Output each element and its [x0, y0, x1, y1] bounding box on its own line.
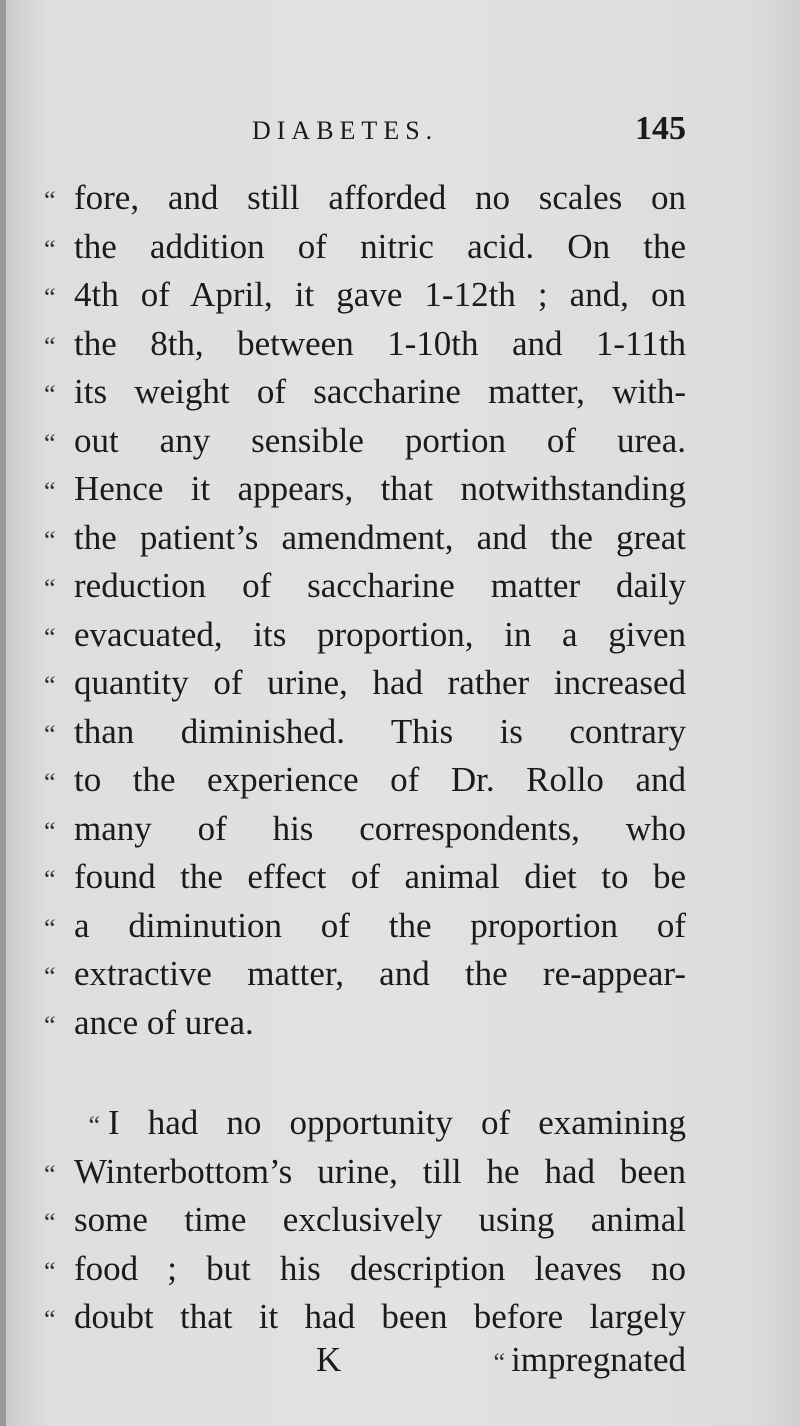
line-text: many of his correspondents, who [74, 808, 686, 848]
line-text: found the effect of animal diet to be [74, 857, 686, 896]
quote-mark: “ [44, 331, 56, 361]
quote-mark: “ [44, 574, 56, 603]
quote-mark: “ [44, 962, 56, 991]
quote-mark: “ [44, 816, 56, 846]
line-text: ance of urea. [74, 1002, 254, 1042]
text-line [44, 1196, 686, 1245]
text-line [44, 659, 686, 708]
quote-mark: “ [44, 1159, 56, 1189]
text-line [44, 562, 686, 611]
text-line [44, 271, 686, 320]
quote-mark: “ [44, 865, 56, 894]
text-line [44, 1099, 686, 1148]
line-text: reduction of saccharine matter daily [74, 566, 686, 605]
quote-mark: “ [44, 525, 56, 555]
quote-mark: “ [44, 1010, 56, 1040]
page-number: 145 [635, 110, 686, 147]
text-line [44, 465, 686, 514]
line-text: extractive matter, and the re-appear- [74, 954, 686, 993]
paragraph-1 [44, 174, 686, 1047]
line-text: the patient’s amendment, and the great [74, 517, 686, 557]
text-line [44, 368, 686, 417]
text-line [44, 950, 686, 999]
quote-mark: “ [44, 1256, 56, 1286]
paragraph-2 [44, 1099, 686, 1342]
text-line [44, 223, 686, 272]
line-text: fore, and still afforded no scales on [74, 178, 686, 217]
quote-mark: “ [44, 1305, 56, 1334]
line-text: the 8th, between 1-10th and 1-11th [74, 323, 686, 363]
line-text: quantity of urine, had rather increased [74, 663, 686, 702]
catchword [494, 1335, 686, 1388]
quote-mark: “ [44, 719, 56, 749]
line-text: Hence it appears, that notwithstanding [74, 469, 686, 508]
line-text: its weight of saccharine matter, with- [74, 372, 686, 411]
line-text: than diminished. This is contrary [74, 711, 686, 751]
quote-mark: “ [44, 234, 56, 264]
text-line [44, 611, 686, 660]
quote-mark: “ [44, 283, 56, 312]
page-footer [44, 1335, 686, 1385]
quote-mark: “ [44, 428, 56, 458]
line-text: out any sensible portion of urea. [74, 420, 686, 460]
line-text: to the experience of Dr. Rollo and [74, 760, 686, 799]
line-text: Winterbottom’s urine, till he had been [74, 1151, 686, 1191]
text-line [44, 1148, 686, 1197]
text-line [44, 853, 686, 902]
line-text: evacuated, its proportion, in a given [74, 614, 686, 654]
text-line [44, 708, 686, 757]
line-text: the addition of nitric acid. On the [74, 226, 686, 266]
quote-mark: “ [44, 671, 56, 700]
text-line [44, 756, 686, 805]
quote-mark: “ [88, 1111, 100, 1140]
text-line [44, 902, 686, 951]
text-line [44, 999, 686, 1048]
page-header [0, 110, 800, 154]
quote-mark: “ [44, 477, 56, 506]
quote-mark: “ [44, 768, 56, 797]
quote-mark: “ [44, 913, 56, 943]
text-line [44, 320, 686, 369]
quote-mark: “ [44, 622, 56, 652]
quote-mark: “ [44, 380, 56, 409]
signature-mark: K [316, 1340, 342, 1379]
body-text [44, 174, 686, 1342]
line-text: doubt that it had been before largely [74, 1297, 686, 1336]
line-text: some time exclusively using animal [74, 1200, 686, 1239]
text-line [44, 174, 686, 223]
text-line [44, 514, 686, 563]
running-title: DIABETES. [252, 116, 439, 145]
catchword-text: impregnated [511, 1340, 686, 1379]
page-edge [0, 0, 6, 1426]
line-text: I had no opportunity of examining [108, 1103, 686, 1142]
text-line [44, 1245, 686, 1294]
line-text: food ; but his description leaves no [74, 1248, 686, 1288]
line-text: a diminution of the proportion of [74, 905, 686, 945]
quote-mark: “ [44, 186, 56, 215]
paragraph-gap [44, 1047, 686, 1099]
text-line [44, 805, 686, 854]
line-text: 4th of April, it gave 1-12th ; and, on [74, 275, 686, 314]
text-line [44, 417, 686, 466]
quote-mark: “ [44, 1208, 56, 1237]
catchword-quote: “ [493, 1348, 506, 1377]
